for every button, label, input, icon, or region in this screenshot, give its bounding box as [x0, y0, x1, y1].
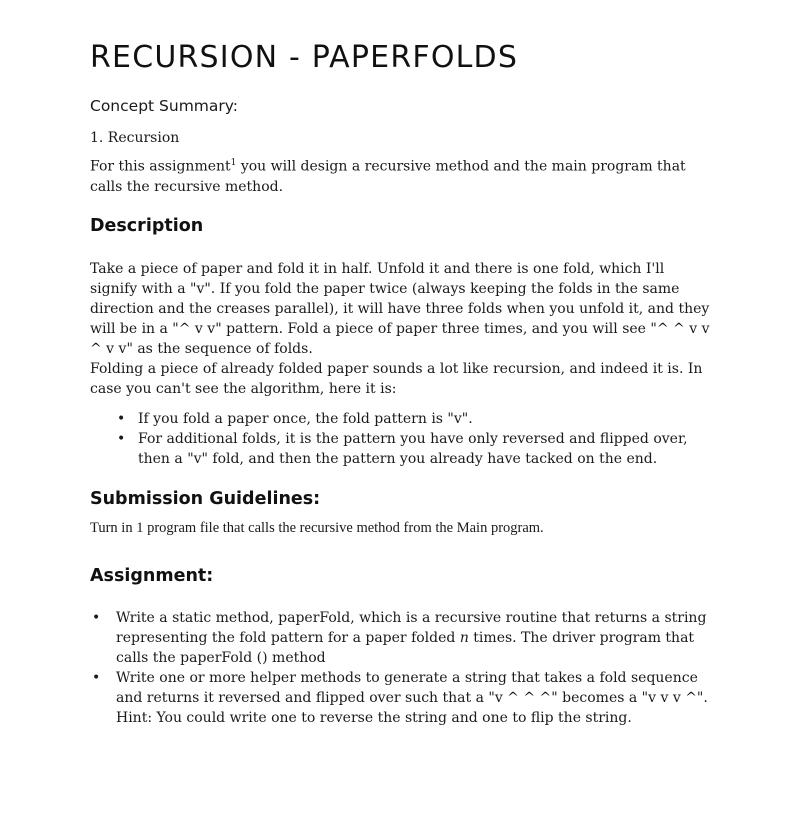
intro-text-start: For this assignment — [90, 158, 231, 175]
assignment-item-text-end: times. The driver program that calls the paperFold () method — [116, 630, 695, 666]
bullet-icon: • — [92, 670, 101, 686]
list-item-text: For additional folds, it is the pattern you have only reversed and flipped over, then a "v" fold, and then the pattern you already have tacked on the end. — [138, 431, 688, 467]
list-item — [92, 608, 716, 668]
assignment-item-n: n — [459, 630, 469, 646]
description-heading: Description — [90, 216, 204, 236]
hint-text: Hint: You could write one to reverse the string and one to flip the string. — [116, 710, 632, 726]
description-paragraph-1: Take a piece of paper and fold it in half. Unfold it and there is one fold, which I'll signify with a "v". If you fold the paper twice (always keeping the folds in the same direction and the creases parallel), it will have three folds when you unfold it, and they will be in a "^ v v" pattern. Fold a piece of paper three times, and you will see "^ ^ v v ^ v v" as the sequence of folds. — [90, 261, 710, 357]
list-item — [117, 409, 718, 429]
bullet-icon: • — [117, 411, 126, 427]
intro-text-end: you will design a recursive method and the main program that calls the recursive method. — [90, 158, 686, 195]
submission-heading: Submission Guidelines: — [90, 489, 321, 509]
assignment-item-text-start: Write a static method, paperFold, which is a recursive routine that returns a string representing the fold pattern for a paper folded — [116, 610, 707, 646]
description-paragraph-2: Folding a piece of already folded paper sounds a lot like recursion, and indeed it is. In case you can't see the algorithm, here it is: — [90, 361, 703, 397]
footnote-marker: 1 — [230, 158, 237, 168]
algorithm-list — [117, 409, 718, 469]
list-item — [92, 668, 716, 728]
list-item — [117, 429, 718, 469]
description-body — [90, 259, 715, 399]
assignment-heading: Assignment: — [90, 566, 214, 586]
assignment-intro — [90, 153, 710, 197]
assignment-list — [92, 608, 716, 728]
bullet-icon: • — [92, 610, 101, 626]
assignment-item-text: Write one or more helper methods to generate a string that takes a fold sequence and returns it reversed and flipped over such that a "v ^ ^ ^" becomes a "v v v ^". — [116, 670, 708, 706]
page-title: RECURSION - PAPERFOLDS — [90, 40, 519, 75]
list-item-text: If you fold a paper once, the fold pattern is "v". — [138, 411, 473, 427]
concept-summary-label: Concept Summary: — [90, 97, 239, 115]
submission-text: Turn in 1 program file that calls the recursive method from the Main program. — [90, 520, 544, 536]
concept-item: 1. Recursion — [90, 130, 180, 146]
bullet-icon: • — [117, 431, 126, 447]
